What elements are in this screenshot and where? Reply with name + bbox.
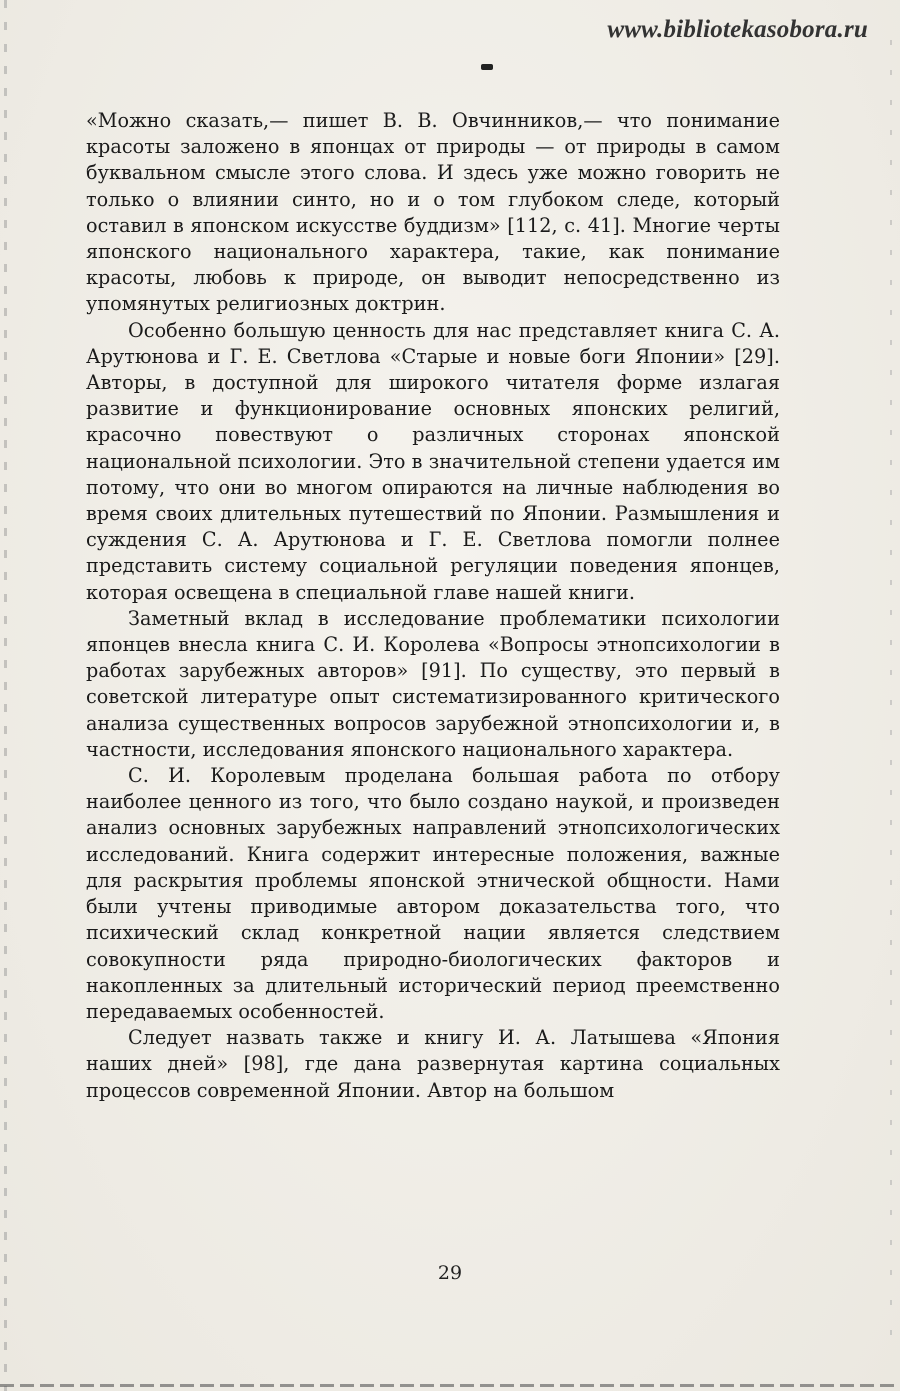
body-text [86,108,780,1104]
scan-right-edge [890,40,892,1340]
page-number: 29 [437,1262,463,1284]
paragraph-5: Следует назвать также и книгу И. А. Латышева «Япония наших дней» [98], где дана развернутая картина социальных процессов современной Японии. Автор на большом [86,1026,780,1102]
paragraph-3: Заметный вклад в исследование проблематики психологии японцев внесла книга С. И. Королева «Вопросы этнопсихологии в работах зарубежных авторов» [91]. По существу, это первый в советской литературе опыт систематизированного критического анализа существенных вопросов зарубежной этнопсихологии и, в частности, исследования японского национального характера. [86,606,780,761]
paragraph-1: «Можно сказать,— пишет В. В. Овчинников,— что понимание красоты заложено в японцах от природы — от природы в самом буквальном смысле этого слова. И здесь уже можно говорить не только о влиянии синто, но и о том глубоком следе, который оставил в японском искусстве буддизм» [112, с. 41]. Многие черты японского национального характера, такие, как понимание красоты, любовь к природе, он выводит непосредственно из упомянутых религиозных доктрин. [86,109,780,316]
paragraph-2: Особенно большую ценность для нас представляет книга С. А. Арутюнова и Г. Е. Светлова «Старые и новые боги Японии» [29]. Авторы, в доступной для широкого читателя форме излагая развитие и функционирование основных японских религий, красочно повествуют о различных сторонах японской национальной психологии. Это в значительной степени удается им потому, что они во многом опираются на личные наблюдения во время своих длительных путешествий по Японии. Размышления и суждения С. А. Арутюнова и Г. Е. Светлова помогли полнее представить систему социальной регуляции поведения японцев, которая освещена в специальной главе нашей книги. [86,318,780,604]
paragraph-4: С. И. Королевым проделана большая работа по отбору наиболее ценного из того, что было создано наукой, и произведен анализ основных зарубежных направлений этнопсихологических исследований. Книга содержит интересные положения, важные для раскрытия проблемы японской этнической общности. Нами были учтены приводимые автором доказательства того, что психический склад конкретной нации является следствием совокупности ряда природно-биологических факторов и накопленных за длительный исторический период преемственно передаваемых особенностей. [86,764,780,1023]
scan-bottom-edge [0,1384,900,1387]
scan-left-edge [4,0,7,1391]
site-watermark: www.bibliotekasobora.ru [607,16,868,43]
printer-mark [481,64,493,70]
